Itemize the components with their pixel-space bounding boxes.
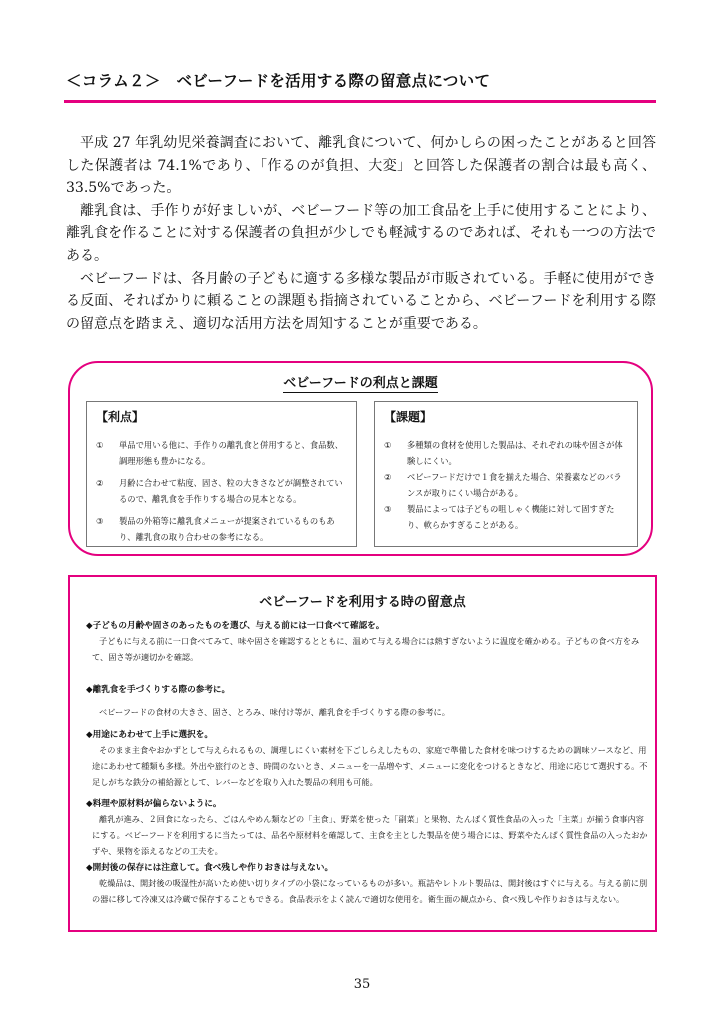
page-title: ＜コラム２＞ ベビーフードを活用する際の留意点について <box>66 72 491 90</box>
item-text: 製品の外箱等に離乳食メニューが提案されているものもあり、離乳食の取り合わせの参考になる。 <box>119 516 335 542</box>
item-text: 単品で用いる他に、手作りの離乳食と併用すると、食品数、調理形態も豊かになる。 <box>119 440 344 466</box>
page-number: 35 <box>353 977 371 992</box>
point-heading: ◆子どもの月齢や固さのあったものを選び、与える前には一口食べて確認を。 <box>86 621 385 631</box>
item-number: ③ <box>96 516 104 526</box>
list-item <box>96 437 346 469</box>
list-item <box>384 437 627 469</box>
issues-heading: 【課題】 <box>384 410 433 424</box>
item-text: 多種類の食材を使用した製品は、それぞれの味や固さが体験しにくい。 <box>407 440 623 466</box>
point-heading: ◆用途にあわせて上手に選択を。 <box>86 730 213 740</box>
item-number: ② <box>96 478 104 488</box>
paragraph: ベビーフードは、各月齢の子どもに適する多様な製品が市販されている。手軽に使用ができる反面、そればかりに頼ることの課題も指摘されていることから、ベビーフードを利用する際の留意点を踏まえ、適切な活用方法を周知することが重要である。 <box>66 270 656 332</box>
point-text: 子どもに与える前に一口食べてみて、味や固さを確認するとともに、温めて与える場合には熱すぎないように温度を確かめる。子どもの食べ方をみて、固さ等が適切かを確認。 <box>92 636 640 662</box>
list-item <box>96 475 346 507</box>
usage-point <box>86 861 648 907</box>
list-item <box>384 501 627 533</box>
merits-list <box>96 437 346 545</box>
point-text: ベビーフードの食材の大きさ、固さ、とろみ、味付け等が、離乳食を手づくりする際の参考に。 <box>99 707 450 717</box>
point-heading: ◆離乳食を手づくりする際の参考に。 <box>86 685 231 695</box>
paragraph: 平成 27 年乳幼児栄養調査において、離乳食について、何かしらの困ったことがあると回答した保護者は 74.1%であり、「作るのが負担、大変」と回答した保護者の割合は最も高く、33.5%であった。 <box>66 135 656 197</box>
list-item <box>384 469 627 501</box>
usage-point <box>86 619 648 665</box>
issues-box <box>374 401 638 547</box>
item-number: ① <box>96 440 104 450</box>
item-text: ベビーフードだけで１食を揃えた場合、栄養素などのバランスが取りにくい場合がある。 <box>407 472 622 498</box>
list-item <box>96 513 346 545</box>
item-number: ② <box>384 472 392 482</box>
usage-point <box>86 728 648 790</box>
point-heading: ◆開封後の保存には注意して。食べ残しや作りおきは与えない。 <box>86 863 334 873</box>
issues-list <box>384 437 627 533</box>
item-number: ① <box>384 440 392 450</box>
item-text: 製品によっては子どもの咀しゃく機能に対して固すぎたり、軟らかすぎることがある。 <box>407 504 615 530</box>
title-rule <box>64 100 656 103</box>
item-number: ③ <box>384 504 392 514</box>
paragraph: 離乳食は、手作りが好ましいが、ベビーフード等の加工食品を上手に使用することにより、離乳食を作ることに対する保護者の負担が少しでも軽減するのであれば、それも一つの方法である。 <box>66 202 656 264</box>
usage-points-box <box>68 575 657 932</box>
merits-issues-box <box>68 361 653 556</box>
merits-issues-title <box>70 372 651 391</box>
usage-point <box>86 683 648 720</box>
point-text: そのまま主食やおかずとして与えられるもの、調理しにくい素材を下ごしらえしたもの、家庭で準備した食材を味つけするための調味ソースなど、用途にあわせて種類も多様。外出や旅行のとき、時間のないとき、メニューを一品増やす、メニューに変化をつけるときなど、用途に応じて選択する。不足しがちな鉄分の補給源として、レバーなどを取り入れた製品の利用も可能。 <box>92 745 648 787</box>
item-text: 月齢に合わせて粘度、固さ、粒の大きさなどが調整されているので、離乳食を手作りする場合の見本となる。 <box>119 478 343 504</box>
merits-box <box>86 401 357 547</box>
merits-heading: 【利点】 <box>96 410 145 424</box>
merits-issues-title-text: ベビーフードの利点と課題 <box>283 376 438 391</box>
point-text: 乾燥品は、開封後の吸湿性が高いため使い切りタイプの小袋になっているものが多い。瓶詰やレトルト製品は、開封後はすぐに与える。与える前に別の器に移して冷凍又は冷蔵で保存することもできる。食品表示をよく読んで適切な使用を。衛生面の観点から、食べ残しや作りおきは与えない。 <box>92 878 648 904</box>
point-text: 離乳が進み、２回食になったら、ごはんやめん類などの「主食」、野菜を使った「副菜」と果物、たんぱく質性食品の入った「主菜」が揃う食事内容にする。ベビーフードを利用するに当たっては、品名や原材料を確認して、主食を主とした製品を使う場合には、野菜やたんぱく質性食品の入ったおかずや、果物を添えるなどの工夫を。 <box>92 814 648 856</box>
usage-point <box>86 797 648 859</box>
usage-points-title: ベビーフードを利用する時の留意点 <box>259 595 466 610</box>
point-heading: ◆料理や原材料が偏らないように。 <box>86 799 222 809</box>
body-text <box>66 132 656 335</box>
